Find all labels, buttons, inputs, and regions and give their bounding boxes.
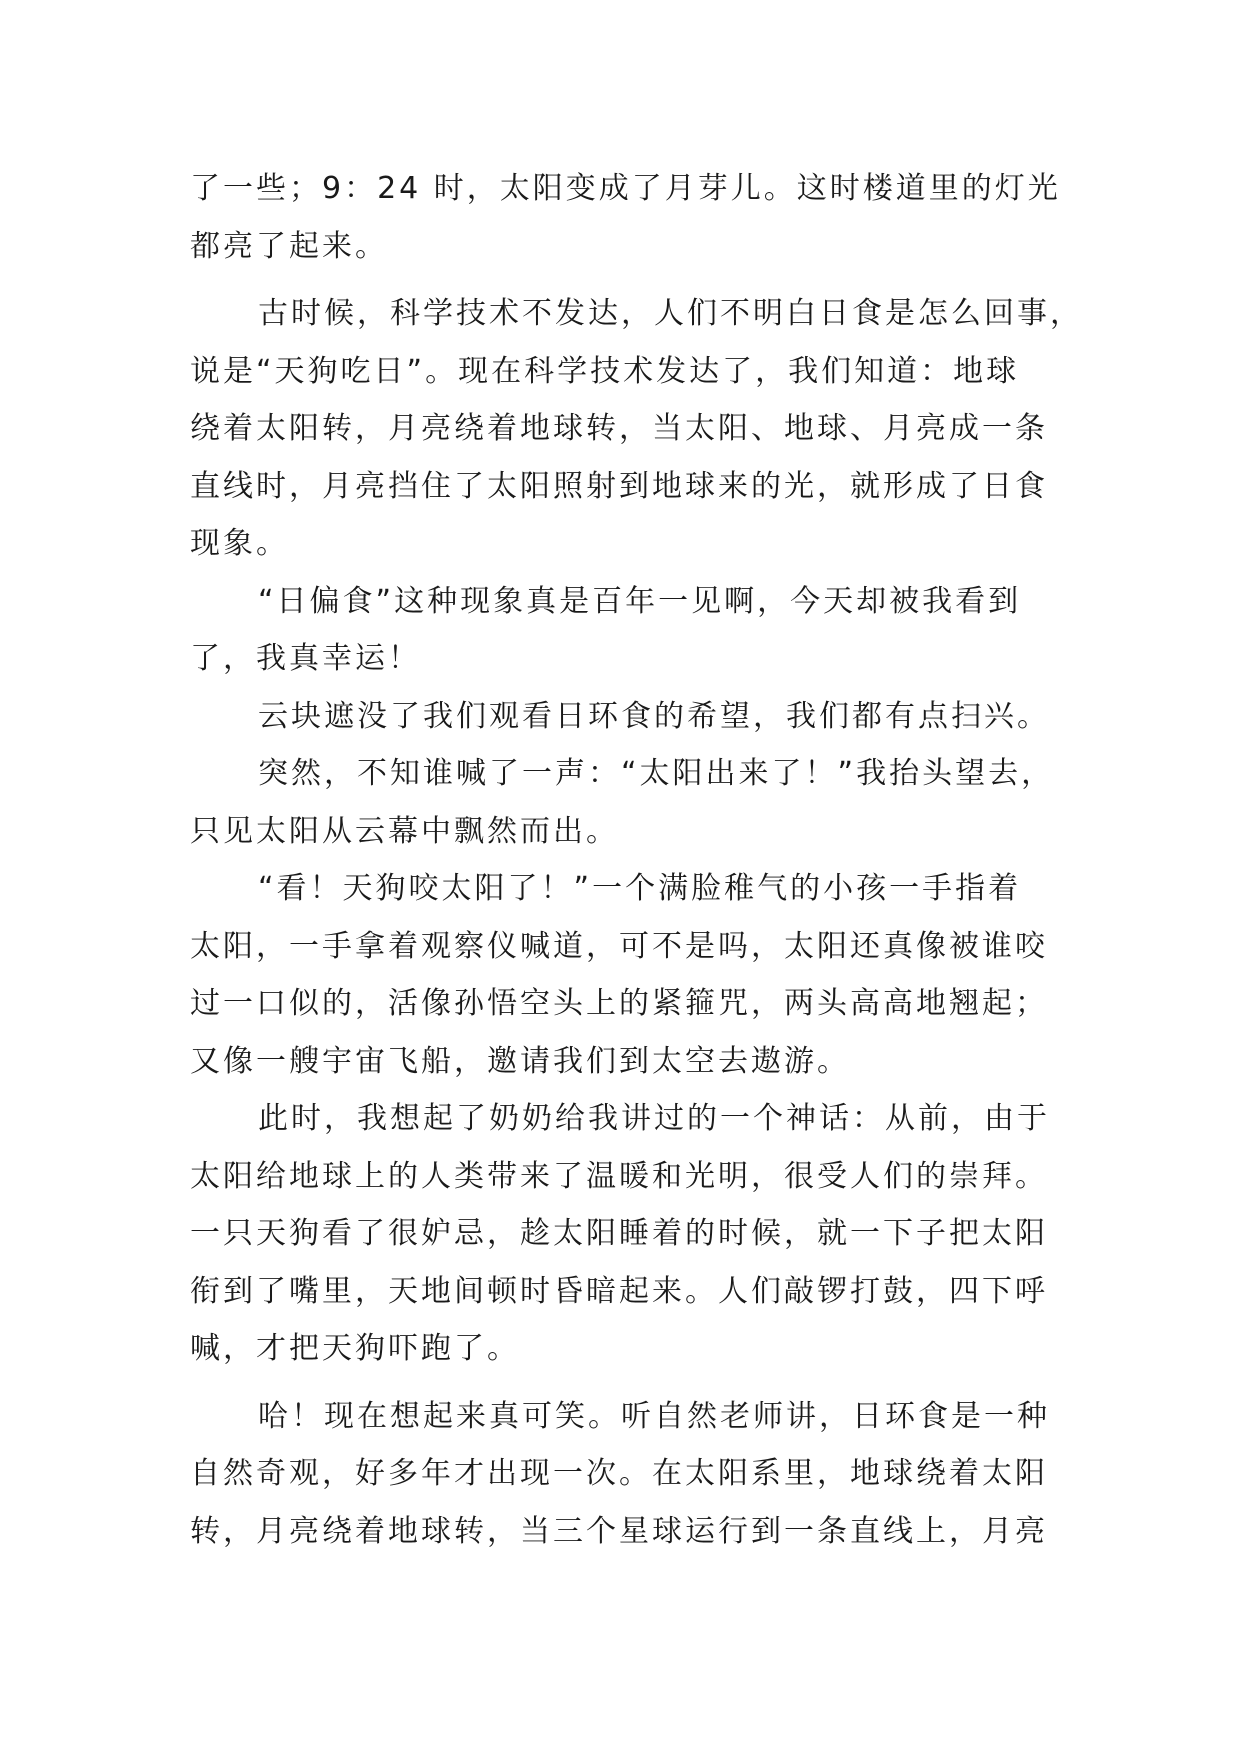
paragraph-line: 太阳，一手拿着观察仪喊道，可不是吗，太阳还真像被谁咬 — [190, 928, 1048, 964]
paragraph-2 — [190, 285, 1083, 573]
paragraph-line: 转，月亮绕着地球转，当三个星球运行到一条直线上，月亮 — [190, 1513, 1048, 1549]
paragraph-line: 过一口似的，活像孙悟空头上的紧箍咒，两头高高地翘起； — [190, 986, 1048, 1021]
paragraph-line: 只见太阳从云幕中飘然而出。 — [190, 813, 619, 849]
paragraph-line: 喊，才把天狗吓跑了。 — [190, 1331, 520, 1366]
paragraph-line: 自然奇观，好多年才出现一次。在太阳系里，地球绕着太阳 — [190, 1456, 1048, 1491]
paragraph-4 — [190, 688, 1060, 746]
paragraph-6 — [190, 860, 1060, 1090]
paragraph-7 — [190, 1090, 1060, 1378]
paragraph-line: 衔到了嘴里，天地间顿时昏暗起来。人们敲锣打鼓，四下呼 — [190, 1273, 1048, 1309]
paragraph-line: 了一些；9：24 时，太阳变成了月芽儿。这时楼道里的灯光 — [190, 171, 1061, 206]
paragraph-5 — [190, 745, 1060, 860]
paragraph-line: 直线时，月亮挡住了太阳照射到地球来的光，就形成了日食 — [190, 468, 1048, 504]
article-body — [190, 160, 1083, 1560]
paragraph-line: 又像一艘宇宙飞船，邀请我们到太空去遨游。 — [190, 1043, 850, 1079]
paragraph-line: 古时候，科学技术不发达，人们不明白日食是怎么回事， — [258, 296, 1083, 331]
paragraph-line: 了，我真幸运！ — [190, 641, 421, 676]
paragraph-8 — [190, 1388, 1060, 1561]
paragraph-line: 说是“天狗吃日”。现在科学技术发达了，我们知道：地球 — [190, 353, 1020, 389]
paragraph-line: 太阳给地球上的人类带来了温暖和光明，很受人们的崇拜。 — [190, 1158, 1048, 1194]
paragraph-line: 都亮了起来。 — [190, 228, 388, 264]
paragraph-line: “日偏食”这种现象真是百年一见啊，今天却被我看到 — [258, 583, 1022, 619]
paragraph-line: 绕着太阳转，月亮绕着地球转，当太阳、地球、月亮成一条 — [190, 411, 1048, 446]
paragraph-line: “看！天狗咬太阳了！”一个满脸稚气的小孩一手指着 — [258, 871, 1022, 906]
paragraph-3 — [190, 573, 1060, 688]
paragraph-line: 云块遮没了我们观看日环食的希望，我们都有点扫兴。 — [258, 698, 1050, 734]
paragraph-1 — [190, 160, 1060, 275]
paragraph-line: 哈！现在想起来真可笑。听自然老师讲，日环食是一种 — [258, 1398, 1050, 1434]
paragraph-line: 现象。 — [190, 526, 289, 561]
paragraph-line: 突然，不知谁喊了一声：“太阳出来了！”我抬头望去， — [258, 756, 1055, 791]
paragraph-line: 一只天狗看了很妒忌，趁太阳睡着的时候，就一下子把太阳 — [190, 1216, 1048, 1251]
paragraph-line: 此时，我想起了奶奶给我讲过的一个神话：从前，由于 — [258, 1101, 1050, 1136]
